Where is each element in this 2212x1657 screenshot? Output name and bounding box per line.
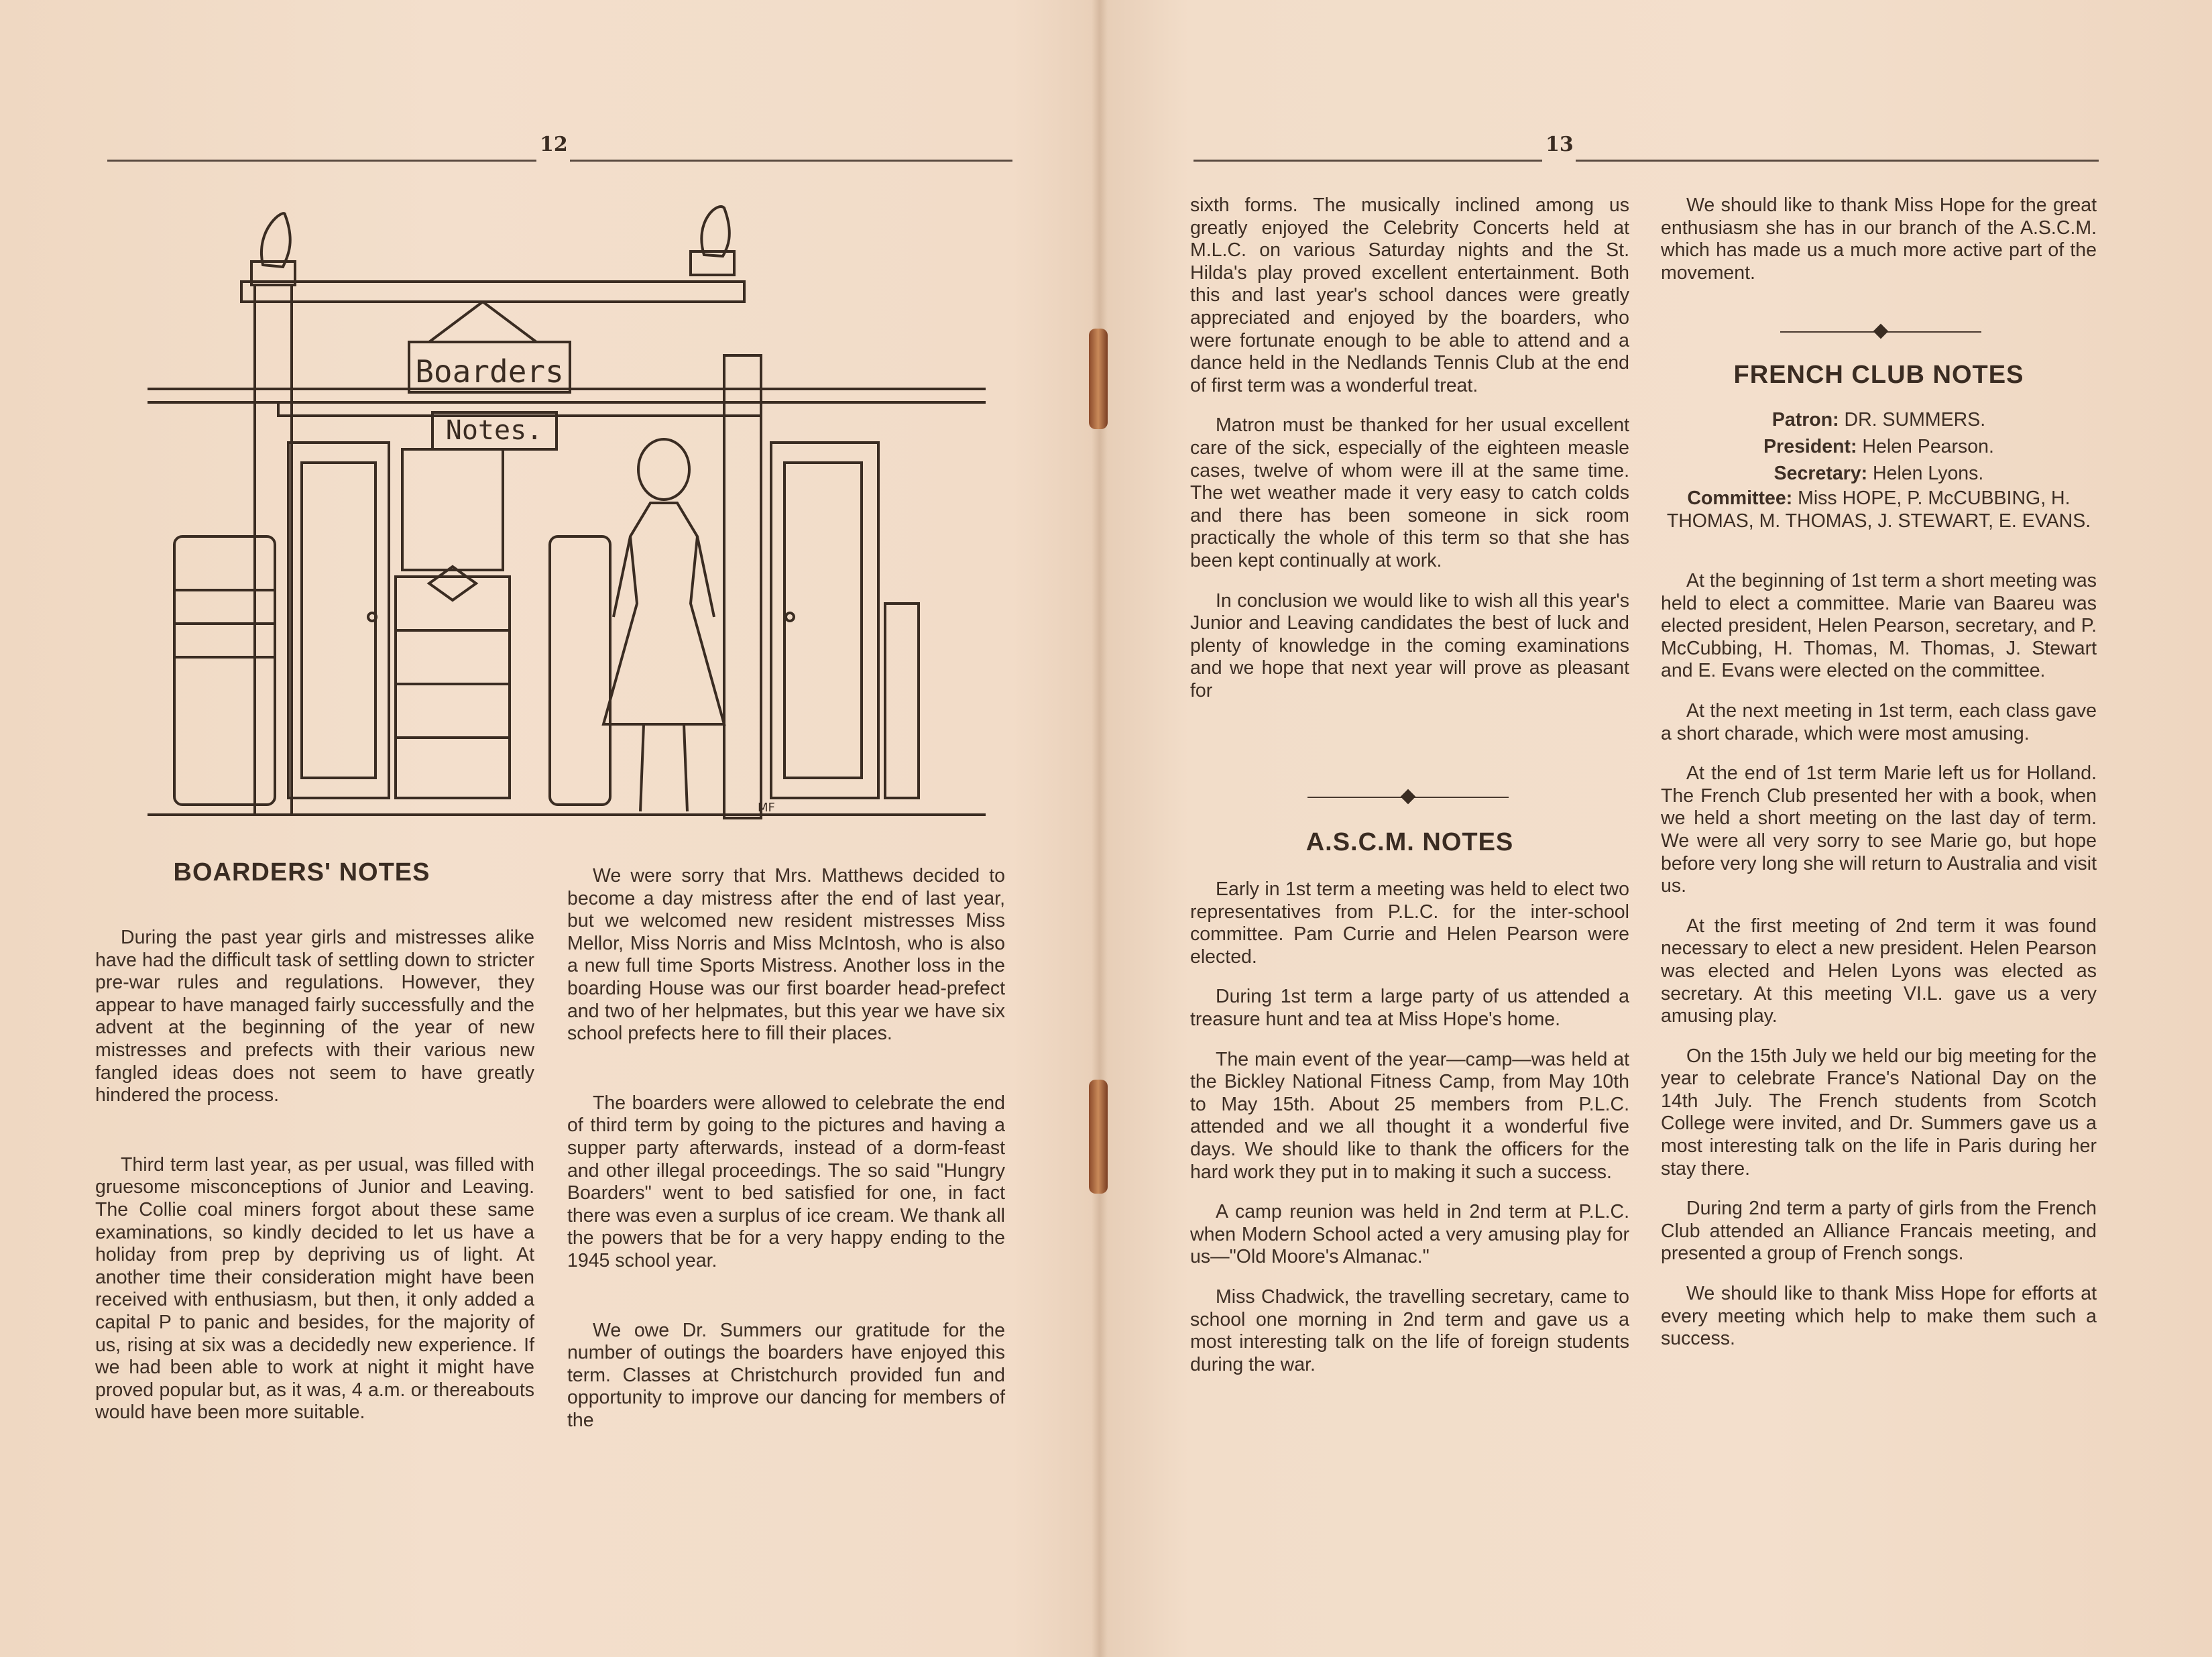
french-club-column <box>1661 570 2097 1368</box>
paragraph: At the first meeting of 2nd term it was found necessary to elect a new president. Helen Pearson was elected and Helen Lyons was elected as secretary. At this meeting VI.L. gave us a very amusing play. <box>1661 915 2097 1027</box>
secretary-line <box>1661 460 2097 487</box>
girl-figure-drawing <box>603 439 724 811</box>
staple-bottom <box>1089 1080 1108 1194</box>
paragraph: During 2nd term a party of girls from the French Club attended an Alliance Francais meeting, and presented a group of French songs. <box>1661 1198 2097 1265</box>
gate-post-right-drawing <box>691 207 761 818</box>
header-rule-left <box>107 160 536 162</box>
header-rule-right-2 <box>1576 160 2099 162</box>
staple-top <box>1089 329 1108 429</box>
page-number-left: 12 <box>540 133 568 156</box>
left-column-2 <box>567 865 1005 1449</box>
artist-initials: MF <box>758 801 775 815</box>
president-label: President: <box>1763 436 1857 457</box>
paragraph: The boarders were allowed to celebrate the end of third term by going to the pictures and having a supper party afterwards, instead of a dorm-feast and other illegal proceedings. The so said "Hungry Boarders" went to bed satisfied for one, in fact there was even a surplus of ice cream. We thank all the powers that be for a very happy ending to the 1945 school year. <box>567 1092 1005 1271</box>
right-column-1 <box>1190 194 1629 720</box>
book-gutter <box>1092 0 1108 1657</box>
paragraph: Early in 1st term a meeting was held to elect two representatives from P.L.C. for the inter-school committee. Pam Currie and Helen Pearson were elected. <box>1190 878 1629 968</box>
president-name: Helen Pearson. <box>1862 436 1994 457</box>
paragraph: We owe Dr. Summers our gratitude for the number of outings the boarders have enjoyed this term. Classes at Christchurch provided fun and opportunity to improve our dancing for members of the <box>567 1319 1005 1431</box>
boarders-notes-heading: BOARDERS' NOTES <box>173 858 430 887</box>
patron-line <box>1661 406 2097 433</box>
committee-names: Miss HOPE, P. McCUBBING, H. THOMAS, M. THOMAS, J. STEWART, E. EVANS. <box>1666 488 2091 532</box>
paragraph: At the beginning of 1st term a short meeting was held to elect a committee. Marie van Baareu was elected president, Helen Pearson, secretary, and P. McCubbing, H. Thomas, M. Thomas, J. Stewart and E. Evans were elected on the committee. <box>1661 570 2097 682</box>
patron-name: DR. SUMMERS. <box>1844 409 1986 431</box>
committee-line <box>1661 487 2097 532</box>
paragraph: On the 15th July we held our big meeting for the year to celebrate France's National Day on the 14th July. The French students from Scotch College were invited, and Dr. Summers gave us a most interesting talk on the life in Paris during her stay there. <box>1661 1045 2097 1180</box>
bed-left-drawing <box>174 536 275 805</box>
header-rule-right <box>1194 160 1542 162</box>
boarders-illustration <box>134 188 986 838</box>
president-line <box>1661 433 2097 460</box>
committee-label: Committee: <box>1687 488 1793 509</box>
paragraph: The main event of the year—camp—was held at the Bickley National Fitness Camp, from May 10th to May 15th. About 25 members from P.L.C. attended and we all thought it a wonderful five days. We should like to thank the officers for the hard work they put in to making it such a success. <box>1190 1048 1629 1183</box>
ascm-notes-heading: A.S.C.M. NOTES <box>1305 828 1514 856</box>
paragraph: We should like to thank Miss Hope for the great enthusiasm she has in our branch of the A.S.C.M. which has made us a much more active part of the movement. <box>1661 194 2097 284</box>
page-number-right: 13 <box>1546 133 1574 156</box>
paragraph: Miss Chadwick, the travelling secretary, came to school one morning in 2nd term and gave us a most interesting talk on the life of foreign students during the war. <box>1190 1285 1629 1375</box>
french-club-heading: FRENCH CLUB NOTES <box>1733 361 2024 389</box>
sign-text-notes: Notes. <box>445 415 543 446</box>
paragraph: We were sorry that Mrs. Matthews decided to become a day mistress after the end of last year, but we welcomed new resident mistresses Miss Mellor, Miss Norris and Miss McIntosh, who is also a new full time Sports Mistress. Another loss in the boarding House was our first boarder head-prefect and two of her helpmates, but this year we have six school prefects here to fill their places. <box>567 865 1005 1045</box>
paragraph: Matron must be thanked for her usual excellent care of the sick, especially of the eighteen measle cases, twelve of whom were ill at the same time. The wet weather made it very easy to catch colds and there has been someone in sick room practically the whole of this term so that she has been kept continually at work. <box>1190 414 1629 571</box>
header-rule-left-2 <box>570 160 1012 162</box>
paragraph: sixth forms. The musically inclined among us greatly enjoyed the Celebrity Concerts held at M.L.C. on various Saturday nights and the St. Hilda's play proved excellent entertainment. Both this and last year's school dances were greatly appreciated and enjoyed by the boarders, who were fortunate enough to be able to attend and a dance held in the Nedlands Tennis Club at the end of first term was a wonderful treat. <box>1190 194 1629 396</box>
secretary-name: Helen Lyons. <box>1873 463 1984 484</box>
paragraph: A camp reunion was held in 2nd term at P.L.C. when Modern School acted a very amusing play for us—"Old Moore's Almanac." <box>1190 1201 1629 1268</box>
wardrobe-left-drawing <box>288 443 389 798</box>
patron-label: Patron: <box>1771 409 1839 431</box>
left-column-1 <box>95 927 534 1442</box>
secretary-label: Secretary: <box>1773 463 1868 484</box>
wardrobe-right-drawing <box>771 443 919 798</box>
bed-right-drawing <box>550 536 610 805</box>
paragraph: During the past year girls and mistresses alike have had the difficult task of settling down to stricter pre-war rules and regulations. However, they appear to have managed fairly successfully and the advent at the beginning of the year of new mistresses and prefects with their various new fangled ideas does not seem to have greatly hindered the process. <box>95 927 534 1106</box>
gate-crossbar <box>241 282 744 302</box>
dresser-drawing <box>396 449 510 798</box>
paragraph: During 1st term a large party of us attended a treasure hunt and tea at Miss Hope's home. <box>1190 986 1629 1030</box>
sign-text-boarders: Boarders <box>415 353 564 390</box>
paragraph: We should like to thank Miss Hope for efforts at every meeting which help to make them such a success. <box>1661 1283 2097 1350</box>
right-column-2-top <box>1661 194 2097 302</box>
french-club-officers <box>1661 406 2097 532</box>
ascm-column <box>1190 878 1629 1393</box>
paragraph: Third term last year, as per usual, was filled with gruesome misconceptions of Junior and Leaving. The Collie coal miners forgot about these same examinations, so kindly decided to let us have a holiday from prep by depriving us of light. At another time their consideration might have been received with enthusiasm, but then, it only added a capital P to panic and besides, for the majority of us, rising at six was a decidedly new experience. If we had been able to work at night it might have proved popular but, as it was, 4 a.m. or thereabouts would have been more suitable. <box>95 1153 534 1424</box>
paragraph: At the next meeting in 1st term, each class gave a short charade, which were most amusing. <box>1661 699 2097 744</box>
paragraph: At the end of 1st term Marie left us for Holland. The French Club presented her with a book, when we held a short meeting on the last day of term. We were all very sorry to see Marie go, but hope before very long she will return to Australia and visit us. <box>1661 762 2097 897</box>
paragraph: In conclusion we would like to wish all this year's Junior and Leaving candidates the best of luck and plenty of knowledge in the coming examinations and we hope that next year will prove as pleasant for <box>1190 589 1629 701</box>
